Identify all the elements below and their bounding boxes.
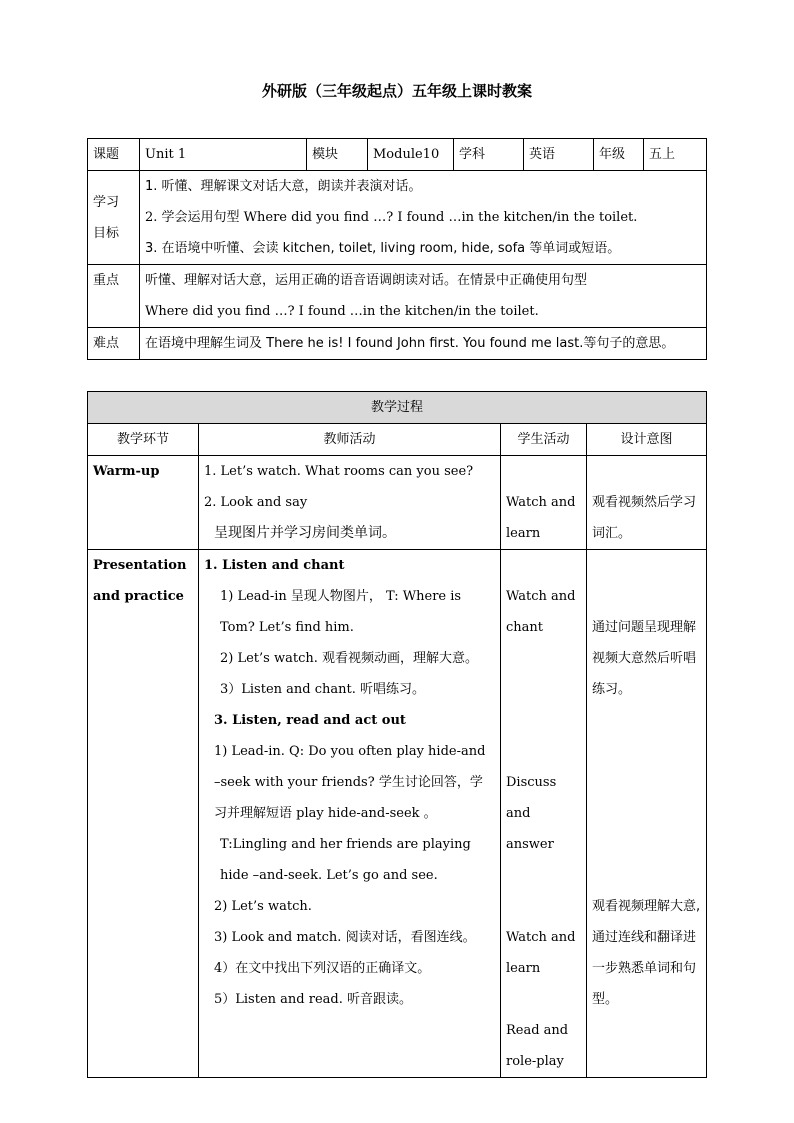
goal-item: 1. 听懂、理解课文对话大意，朗读并表演对话。 xyxy=(145,179,422,194)
intent-text: 观看视频然后学习词汇。 xyxy=(592,495,697,541)
topic-label: 课题 xyxy=(88,139,140,171)
lesson-info-table xyxy=(87,138,707,360)
teacher-step: T:Lingling and her friends are playing hide –and-seek. Let’s go and see. xyxy=(220,837,471,883)
teacher-step: 1) Lead-in 呈现人物图片， T: Where is Tom? Let’s find him. xyxy=(220,589,462,635)
key-points-line: 听懂、理解对话大意，运用正确的语音语调朗读对话。在情景中正确使用句型 xyxy=(145,273,588,288)
section-header-row xyxy=(88,392,707,424)
presentation-row xyxy=(88,550,707,1078)
teacher-step: 5）Listen and read. 听音跟读。 xyxy=(214,992,412,1007)
difficulties-label: 难点 xyxy=(88,328,140,360)
goals-content xyxy=(140,171,707,265)
goals-label xyxy=(88,171,140,265)
teacher-step: 2. Look and say xyxy=(204,495,308,510)
goal-item: 3. 在语境中听懂、会读 kitchen, toilet, living room, hide, sofa 等单词或短语。 xyxy=(145,241,621,256)
teacher-step: 4）在文中找出下列汉语的正确译文。 xyxy=(214,961,431,976)
subject-label: 学科 xyxy=(454,139,524,171)
grade-value: 五上 xyxy=(644,139,707,171)
student-activity-line: and xyxy=(506,806,531,821)
difficulties-text: 在语境中理解生词及 There he is! I found John first. You found me last.等句子的意思。 xyxy=(145,336,675,351)
column-header: 学生活动 xyxy=(501,424,587,456)
grade-label: 年级 xyxy=(594,139,644,171)
student-activity-line: Watch and xyxy=(506,589,576,604)
teacher-step: 3) Look and match. 阅读对话，看图连线。 xyxy=(214,930,476,945)
presentation-intent xyxy=(587,550,707,1078)
goals-label-line2: 目标 xyxy=(93,225,120,241)
teacher-step: 呈现图片并学习房间类单词。 xyxy=(214,525,396,541)
goals-label-line1: 学习 xyxy=(93,194,120,210)
teacher-step: 2) Let’s watch. 观看视频动画，理解大意。 xyxy=(220,651,478,666)
topic-value: Unit 1 xyxy=(140,139,307,171)
goals-row xyxy=(88,171,707,265)
warmup-intent xyxy=(587,456,707,550)
student-activity-line: Watch and xyxy=(506,495,576,510)
warmup-teacher-activity xyxy=(199,456,501,550)
student-activity-line: learn xyxy=(506,961,541,976)
student-activity-line: learn xyxy=(506,526,541,541)
student-activity-line: Watch and xyxy=(506,930,576,945)
teaching-process-table xyxy=(87,391,707,1078)
warmup-student-activity xyxy=(501,456,587,550)
info-row xyxy=(88,139,707,171)
stage-line: Presentation xyxy=(93,558,187,573)
teacher-step: 3）Listen and chant. 听唱练习。 xyxy=(220,682,425,697)
presentation-teacher-activity xyxy=(199,550,501,1078)
warmup-row xyxy=(88,456,707,550)
student-activity-line: Read and xyxy=(506,1023,569,1038)
student-activity-line: chant xyxy=(506,620,544,635)
teacher-step: 1) Lead-in. Q: Do you often play hide-and –seek with your friends? 学生讨论回答，学习并理解短语 play hide-and-seek 。 xyxy=(214,744,486,821)
student-activity-line: answer xyxy=(506,837,554,852)
column-header: 教师活动 xyxy=(199,424,501,456)
stage-line: and practice xyxy=(93,589,184,604)
module-value: Module10 xyxy=(368,139,454,171)
student-activity-line: Discuss xyxy=(506,775,557,790)
presentation-stage xyxy=(88,550,199,1078)
document-title: 外研版（三年级起点）五年级上课时教案 xyxy=(261,82,532,100)
section-title: 教学过程 xyxy=(88,392,707,424)
key-points-content xyxy=(140,265,707,328)
intent-text: 观看视频理解大意,通过连线和翻译进一步熟悉单词和句型。 xyxy=(592,899,701,1007)
goal-item: 2. 学会运用句型 Where did you find …? I found …in the kitchen/in the toilet. xyxy=(145,210,638,225)
presentation-student-activity xyxy=(501,550,587,1078)
warmup-stage: Warm-up xyxy=(88,456,199,550)
student-activity-line: role-play xyxy=(506,1054,564,1069)
key-points-row xyxy=(88,265,707,328)
column-header: 设计意图 xyxy=(587,424,707,456)
activity-heading: 3. Listen, read and act out xyxy=(214,713,406,728)
difficulties-row xyxy=(88,328,707,360)
module-label: 模块 xyxy=(307,139,368,171)
intent-text: 通过问题呈现理解视频大意然后听唱练习。 xyxy=(592,620,697,697)
difficulties-content xyxy=(140,328,707,360)
column-header-row xyxy=(88,424,707,456)
teacher-step: 2) Let’s watch. xyxy=(214,899,312,914)
teacher-step: 1. Let’s watch. What rooms can you see? xyxy=(204,464,474,479)
activity-heading: 1. Listen and chant xyxy=(204,558,345,573)
key-points-line: Where did you find …? I found …in the kitchen/in the toilet. xyxy=(145,304,539,319)
column-header: 教学环节 xyxy=(88,424,199,456)
subject-value: 英语 xyxy=(524,139,594,171)
key-points-label: 重点 xyxy=(88,265,140,328)
